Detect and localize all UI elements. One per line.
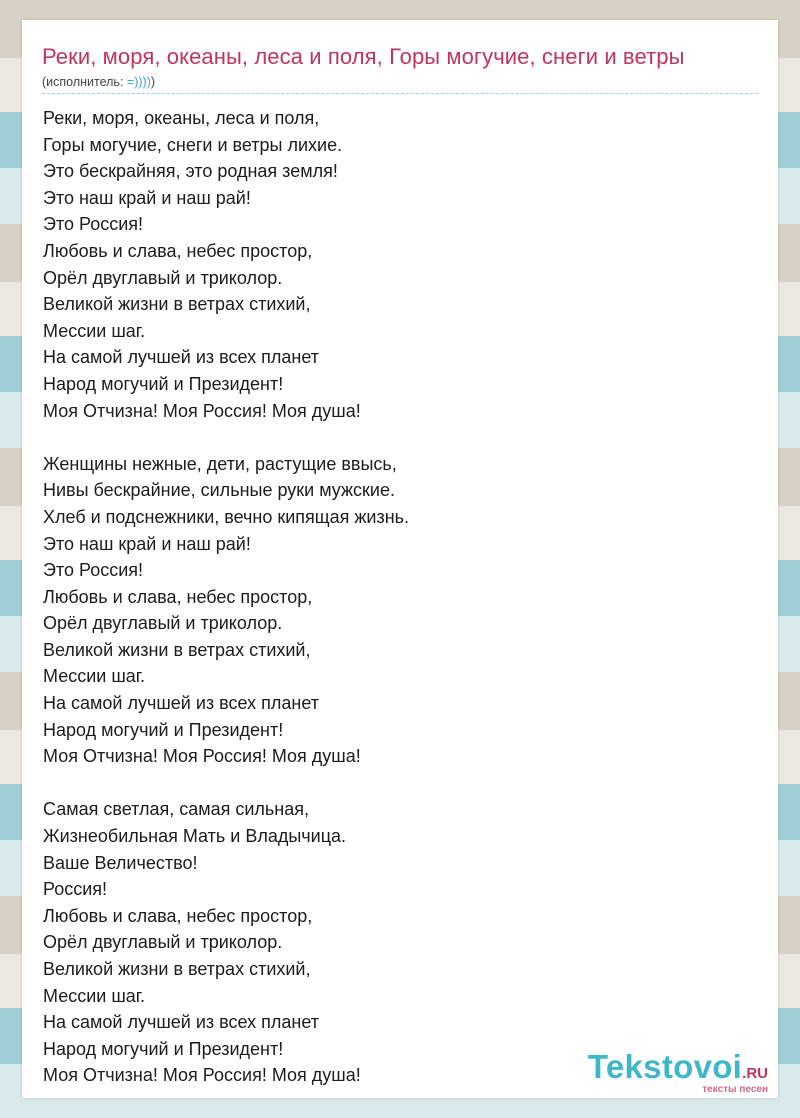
lyric-line: Великой жизни в ветрах стихий, [43,959,311,979]
lyric-line: Моя Отчизна! Моя Россия! Моя душа! [43,1065,361,1086]
lyric-line: Моя Отчизна! Моя Россия! Моя душа! [43,746,361,767]
lyric-line: Любовь и слава, небес простор, [43,240,313,261]
lyric-line: Любовь и слава, небес простор, [43,905,313,926]
lyric-line: Любовь и слава, небес простор, [43,586,313,607]
lyric-line: Это Россия! [43,214,144,235]
lyric-line: Это наш край и наш рай! [43,187,251,208]
brand-logo[interactable] [587,1048,768,1095]
lyric-line: Реки, моря, океаны, леса и поля, [43,108,320,128]
lyrics-sheet [22,20,778,1098]
lyrics-body [43,105,409,1089]
lyric-line: Это наш край и наш рай! [43,533,251,554]
title-divider [42,93,758,94]
lyric-line: На самой лучшей из всех планет [43,1012,319,1033]
performer-link[interactable]: =)))) [126,75,151,89]
lyric-line: Это бескрайняя, это родная земля! [43,161,338,182]
brand-tld: .RU [742,1065,768,1082]
lyric-line: Народ могучий и Президент! [43,1038,284,1059]
lyric-line: Хлеб и подснежники, вечно кипящая жизнь. [43,506,410,527]
lyric-line: Самая светлая, самая сильная, [43,799,310,820]
lyric-line: Женщины нежные, дети, растущие ввысь, [43,453,397,474]
lyric-line: Это Россия! [43,560,144,581]
lyric-line: Моя Отчизна! Моя Россия! Моя душа! [43,400,361,421]
lyric-line: Орёл двуглавый и триколор. [43,613,283,634]
lyric-line: На самой лучшей из всех планет [43,693,319,714]
lyric-line: На самой лучшей из всех планет [43,347,319,368]
lyric-line: Великой жизни в ветрах стихий, [43,294,311,315]
lyric-line: Нивы бескрайние, сильные руки мужские. [43,480,395,501]
lyric-line: Россия! [43,879,108,900]
lyric-line: Мессии шаг. [43,985,146,1006]
lyric-line: Жизнеобильная Мать и Владычица. [43,826,347,847]
lyric-line: Ваше Величество! [43,852,198,873]
lyric-line: Народ могучий и Президент! [43,719,284,740]
lyric-line: Народ могучий и Президент! [43,373,284,394]
lyric-line: Мессии шаг. [43,320,146,341]
lyric-line: Мессии шаг. [43,666,146,687]
brand-name: Tekstovoi [587,1048,743,1085]
stanza-gap [43,424,409,451]
lyric-line: Великой жизни в ветрах стихий, [43,639,311,660]
brand-tagline: тексты песен [702,1084,768,1095]
lyric-line: Орёл двуглавый и триколор. [43,932,283,953]
performer-prefix: (исполнитель: [42,75,127,89]
song-title: Реки, моря, океаны, леса и поля, Горы могучие, снеги и ветры [42,44,685,69]
performer-suffix: ) [150,75,156,89]
lyric-line: Орёл двуглавый и триколор. [43,267,283,288]
performer-line [42,75,155,89]
stanza-gap [43,770,409,797]
lyric-line: Горы могучие, снеги и ветры лихие. [43,134,343,155]
